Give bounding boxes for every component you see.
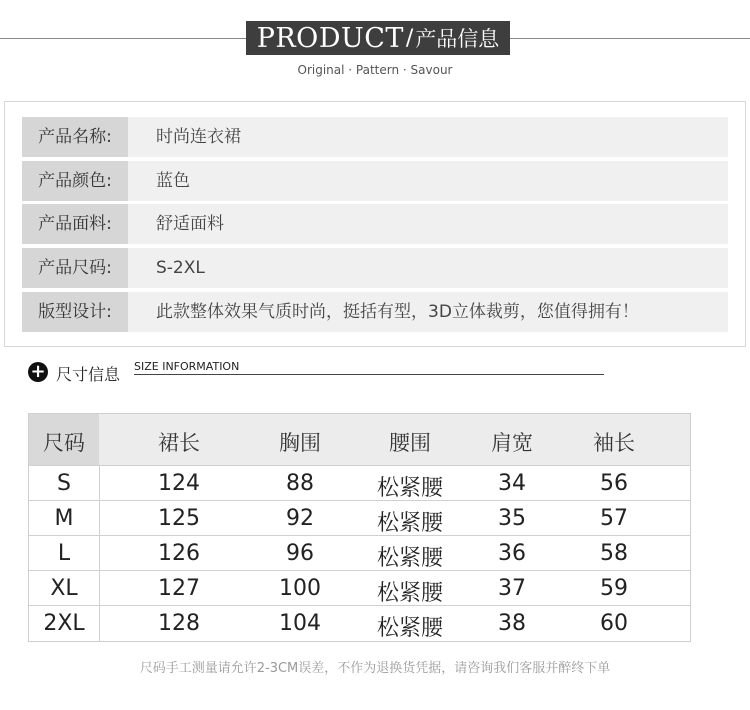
size-table xyxy=(28,413,691,642)
table-cell: 松紧腰 xyxy=(376,581,444,606)
table-header-cell: 肩宽 xyxy=(491,431,533,455)
info-row-color xyxy=(22,161,728,201)
table-cell: 松紧腰 xyxy=(376,546,444,571)
table-cell: 松紧腰 xyxy=(376,616,444,641)
table-cell: XL xyxy=(50,576,78,601)
header-subtitle: Original · Pattern · Savour xyxy=(297,63,453,77)
column-divider xyxy=(99,465,100,641)
table-header-cell: 裙长 xyxy=(158,431,200,455)
table-cell: 92 xyxy=(286,506,314,531)
info-value: 时尚连衣裙 xyxy=(156,127,241,147)
table-cell: 100 xyxy=(279,576,321,601)
section-title-product xyxy=(246,21,510,55)
size-title-en: SIZE INFORMATION xyxy=(134,360,240,373)
title-separator: / xyxy=(405,25,414,51)
info-label: 产品颜色: xyxy=(22,161,128,201)
plus-circle-icon: + xyxy=(28,362,48,382)
info-value: S-2XL xyxy=(156,258,205,278)
table-cell: 松紧腰 xyxy=(376,476,444,501)
table-header-cell: 袖长 xyxy=(593,431,635,455)
info-value: 舒适面料 xyxy=(156,214,224,234)
row-divider xyxy=(29,465,690,466)
size-section-header xyxy=(28,360,628,386)
table-header-cell: 腰围 xyxy=(389,431,431,455)
info-row-size xyxy=(22,248,728,288)
table-cell: 36 xyxy=(498,541,526,566)
table-cell: M xyxy=(54,506,74,531)
info-row-design xyxy=(22,292,728,332)
title-cn: 产品信息 xyxy=(415,27,500,51)
table-header-cell: 尺码 xyxy=(43,431,85,455)
info-row-fabric xyxy=(22,204,728,244)
table-cell: 124 xyxy=(158,471,200,496)
size-section-rule xyxy=(134,374,604,375)
info-label: 产品面料: xyxy=(22,204,128,244)
title-en: PRODUCT xyxy=(256,22,404,54)
row-divider xyxy=(29,605,690,606)
table-cell: 56 xyxy=(600,471,628,496)
table-cell: 34 xyxy=(498,471,526,496)
size-title-cn: 尺寸信息 xyxy=(56,365,121,384)
table-cell: 126 xyxy=(158,541,200,566)
table-header-row xyxy=(29,414,690,465)
table-cell: 松紧腰 xyxy=(376,511,444,536)
row-divider xyxy=(29,500,690,501)
product-info-panel xyxy=(4,101,746,347)
table-cell: 2XL xyxy=(43,611,85,636)
table-cell: 60 xyxy=(600,611,628,636)
table-cell: 128 xyxy=(158,611,200,636)
table-cell: 125 xyxy=(158,506,200,531)
table-cell: 104 xyxy=(279,611,321,636)
table-cell: S xyxy=(57,471,71,496)
row-divider xyxy=(29,570,690,571)
info-label: 产品尺码: xyxy=(22,248,128,288)
header-rule-right xyxy=(510,38,750,39)
table-cell: 96 xyxy=(286,541,314,566)
table-cell: 57 xyxy=(600,506,628,531)
row-divider xyxy=(29,535,690,536)
table-cell: 59 xyxy=(600,576,628,601)
info-row-name xyxy=(22,117,728,157)
info-label: 版型设计: xyxy=(22,292,128,332)
table-cell: 38 xyxy=(498,611,526,636)
measurement-note: 尺码手工测量请允许2-3CM误差，不作为退换货凭据，请咨询我们客服并醉终下单 xyxy=(139,661,611,676)
table-cell: L xyxy=(57,541,71,566)
table-cell: 37 xyxy=(498,576,526,601)
table-header-cell: 胸围 xyxy=(279,431,321,455)
info-value: 蓝色 xyxy=(156,171,190,191)
table-cell: 35 xyxy=(498,506,526,531)
table-cell: 58 xyxy=(600,541,628,566)
table-cell: 127 xyxy=(158,576,200,601)
info-label: 产品名称: xyxy=(22,117,128,157)
table-cell: 88 xyxy=(286,471,314,496)
header-rule-left xyxy=(0,38,246,39)
info-value: 此款整体效果气质时尚，挺括有型，3D立体裁剪，您值得拥有！ xyxy=(156,302,639,322)
